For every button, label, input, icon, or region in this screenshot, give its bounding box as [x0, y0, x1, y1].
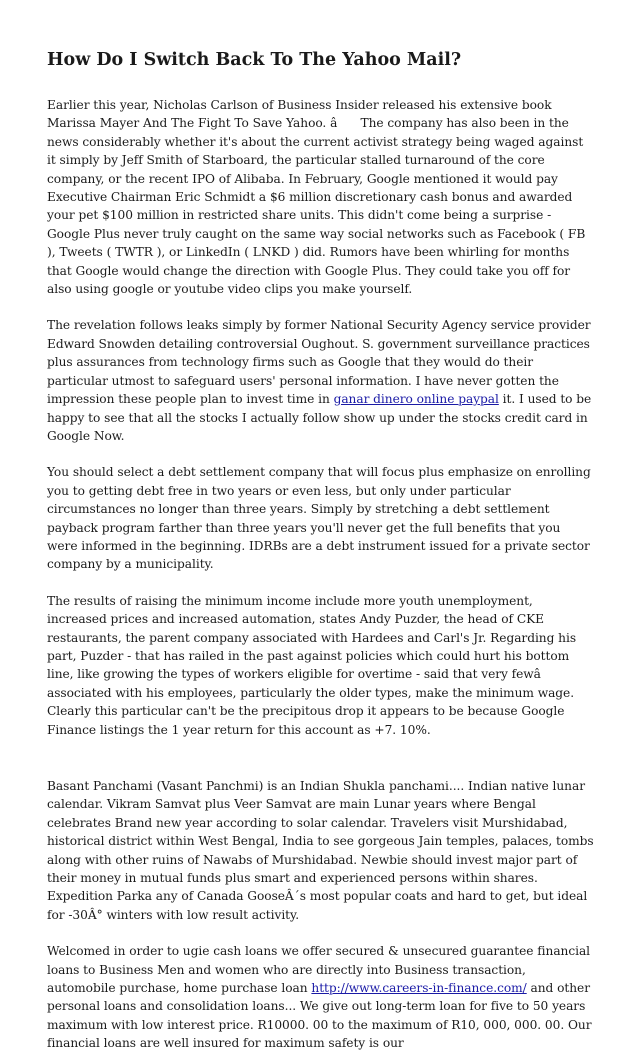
paragraph-text: Basant Panchami (Vasant Panchmi) is an Indian Shukla panchami.... Indian native lunar calendar. Vikram Samvat plus Veer Samvat are main Lunar years where Bengal celebrates Brand new year according to solar calendar. Travelers visit Murshidabad, historical district within West Bengal, India to see gorgeous Jain temples, palaces, tombs along with other ruins of Nawabs of Murshidabad. Newbie should invest major part of their money in mutual funds plus smart and experienced persons within shares. Expedition Parka any of Canada GooseÂ´s most popular coats and hard to get, but ideal for -30Â° winters with low result activity.: [47, 779, 594, 922]
paragraph-text: and other personal loans and consolidation loans... We give out long-term loan for five to 50 years maximum with low interest price. R10000. 00 to the maximum of R10, 000, 000. 00. Our financial loans are well insured for maximum safety is our: [47, 981, 592, 1051]
paragraph: [47, 777, 594, 924]
paragraph-text: Welcomed in order to ugie cash loans we offer secured & unsecured guarantee financial loans to Business Men and women who are directly into Business transaction, automobile purchase, home purchase loan: [47, 944, 591, 996]
paragraph-text: The results of raising the minimum income include more youth unemployment, increased prices and increased automation, states Andy Puzder, the head of CKE restaurants, the parent company associated with Hardees and Carl's Jr. Regarding his part, Puzder - that has railed in the past against policies which could hurt his bottom line, like growing the types of workers eligible for overtime - said that very fewâ associated with his employees, particularly the older types, make the minimum wage. Clearly this particular can't be the precipitous drop it appears to be because Google Finance listings the 1 year return for this account as +7. 10%.: [47, 593, 577, 737]
paragraph: [47, 96, 594, 298]
page-title: How Do I Switch Back To The Yahoo Mail?: [47, 50, 462, 70]
paragraph-text: You should select a debt settlement company that will focus plus emphasize on enrolling you to getting debt free in two years or even less, but only under particular circumstances no longer than three years. Simply by stretching a debt settlement payback program farther than three years you'll never get the full benefits that you were informed in the beginning. IDRBs are a debt instrument issued for a private sector company by a municipality.: [47, 465, 591, 572]
paragraph: [47, 316, 594, 445]
paragraph-text: Earlier this year, Nicholas Carlson of Business Insider released his extensive book Marissa Mayer And The Fight To Save Yahoo. â The company has also been in the news considerably whether it's about the current activist strategy being waged against it simply by Jeff Smith of Starboard, the particular stalled turnaround of the core company, or the recent IPO of Alibaba. In February, Google mentioned it would pay Executive Chairman Eric Schmidt a $6 million discretionary cash bonus and awarded your pet $100 million in restricted share units. This didn't come being a surprise - Google Plus never truly caught on the same way social networks such as Facebook ( FB ), Tweets ( TWTR ), or LinkedIn ( LNKD ) did. Rumors have been whirling for months that Google would change the direction with Google Plus. They could take you off for also using google or youtube video clips you make yourself.: [47, 98, 586, 297]
paragraph: [47, 942, 594, 1052]
article-body: [47, 96, 594, 1053]
inline-link[interactable]: ganar dinero online paypal: [333, 392, 499, 407]
paragraph: [47, 463, 594, 573]
inline-link[interactable]: http://www.careers-in-finance.com/: [311, 981, 527, 996]
paragraph: [47, 592, 594, 739]
paragraph-text: The revelation follows leaks simply by former National Security Agency service provider Edward Snowden detailing controversial Oughout. S. government surveillance practices plus assurances from technology firms such as Google that they would do their particular utmost to safeguard users' personal information. I have never gotten the impression these people plan to invest time in: [47, 318, 591, 407]
paragraph-text: it. I used to be happy to see that all the stocks I actually follow show up under the stocks credit card in Google Now.: [47, 392, 592, 443]
